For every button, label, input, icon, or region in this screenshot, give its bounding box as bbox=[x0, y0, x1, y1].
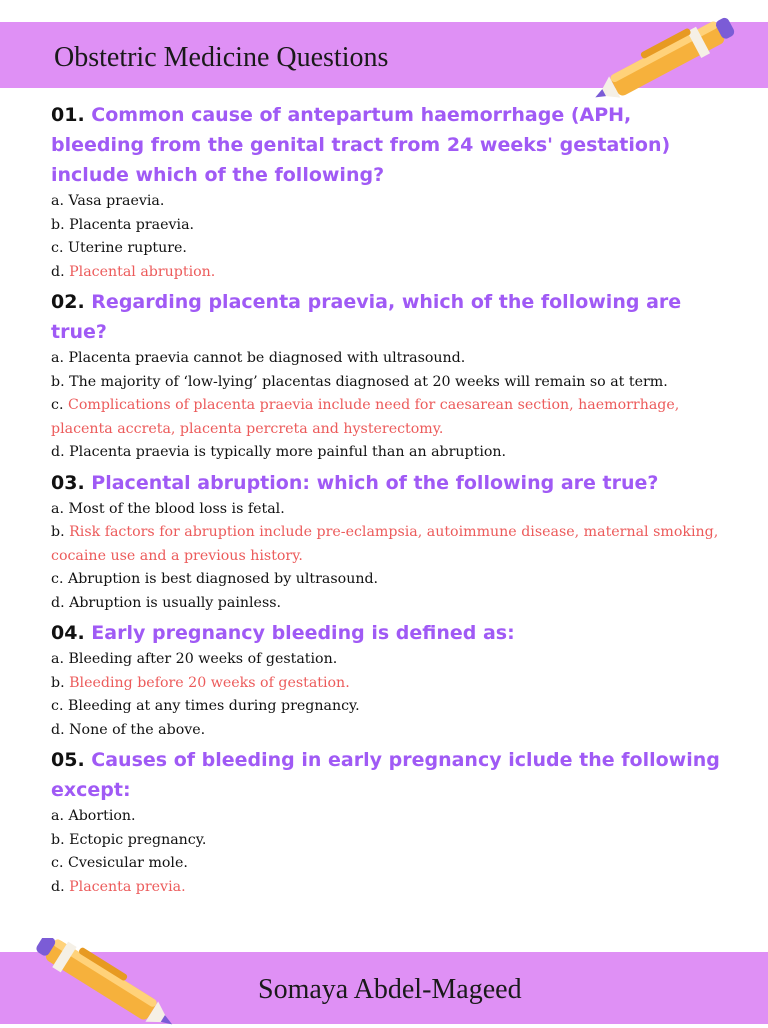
option-a: a. Bleeding after 20 weeks of gestation. bbox=[51, 651, 338, 667]
option-b-answer: b. Risk factors for abruption include pre-eclampsia, autoimmune disease, maternal smoking, cocaine use and a previous history. bbox=[51, 524, 719, 564]
question-block bbox=[51, 287, 731, 465]
option-d-answer: d. Placental abruption. bbox=[51, 263, 216, 280]
question-text: 02. Regarding placenta praevia, which of the following are true? bbox=[51, 291, 682, 343]
option-a: a. Most of the blood loss is fetal. bbox=[51, 500, 285, 517]
option-c: c. Abruption is best diagnosed by ultrasound. bbox=[51, 571, 379, 587]
author-name: Somaya Abdel-Mageed bbox=[258, 974, 522, 1005]
question-text: 01. Common cause of antepartum haemorrhage (APH, bleeding from the genital tract from 24 weeks' gestation) include which of the following? bbox=[51, 104, 671, 186]
option-a: a. Placenta praevia cannot be diagnosed with ultrasound. bbox=[51, 350, 466, 366]
option-b: b. The majority of ‘low-lying’ placentas diagnosed at 20 weeks will remain so at term. bbox=[51, 373, 668, 390]
option-d: d. Abruption is usually painless. bbox=[51, 594, 282, 611]
option-d: d. Placenta praevia is typically more painful than an abruption. bbox=[51, 444, 507, 460]
option-b: b. Ectopic pregnancy. bbox=[51, 831, 207, 848]
question-text: 03. Placental abruption: which of the following are true? bbox=[51, 471, 659, 494]
option-d-answer: d. Placenta previa. bbox=[51, 878, 186, 895]
question-text: 05. Causes of bleeding in early pregnancy iclude the following except: bbox=[51, 749, 720, 801]
option-c-answer: c. Complications of placenta praevia include need for caesarean section, haemorrhage, placenta accreta, placenta percreta and hysterectomy. bbox=[51, 397, 680, 437]
question-block bbox=[51, 100, 731, 284]
option-b-answer: b. Bleeding before 20 weeks of gestation. bbox=[51, 674, 350, 691]
option-a: a. Vasa praevia. bbox=[51, 193, 165, 209]
pen-icon bbox=[585, 8, 760, 103]
option-c: c. Cvesicular mole. bbox=[51, 855, 188, 871]
question-block bbox=[51, 468, 731, 616]
question-list bbox=[51, 100, 731, 902]
question-block bbox=[51, 745, 731, 899]
question-text: 04. Early pregnancy bleeding is defined as: bbox=[51, 622, 515, 644]
option-d: d. None of the above. bbox=[51, 721, 206, 738]
option-a: a. Abortion. bbox=[51, 808, 136, 824]
option-b: b. Placenta praevia. bbox=[51, 216, 195, 233]
question-block bbox=[51, 618, 731, 742]
option-c: c. Bleeding at any times during pregnancy. bbox=[51, 698, 360, 714]
page-title: Obstetric Medicine Questions bbox=[54, 42, 389, 73]
pen-icon bbox=[18, 938, 193, 1028]
option-c: c. Uterine rupture. bbox=[51, 240, 187, 256]
